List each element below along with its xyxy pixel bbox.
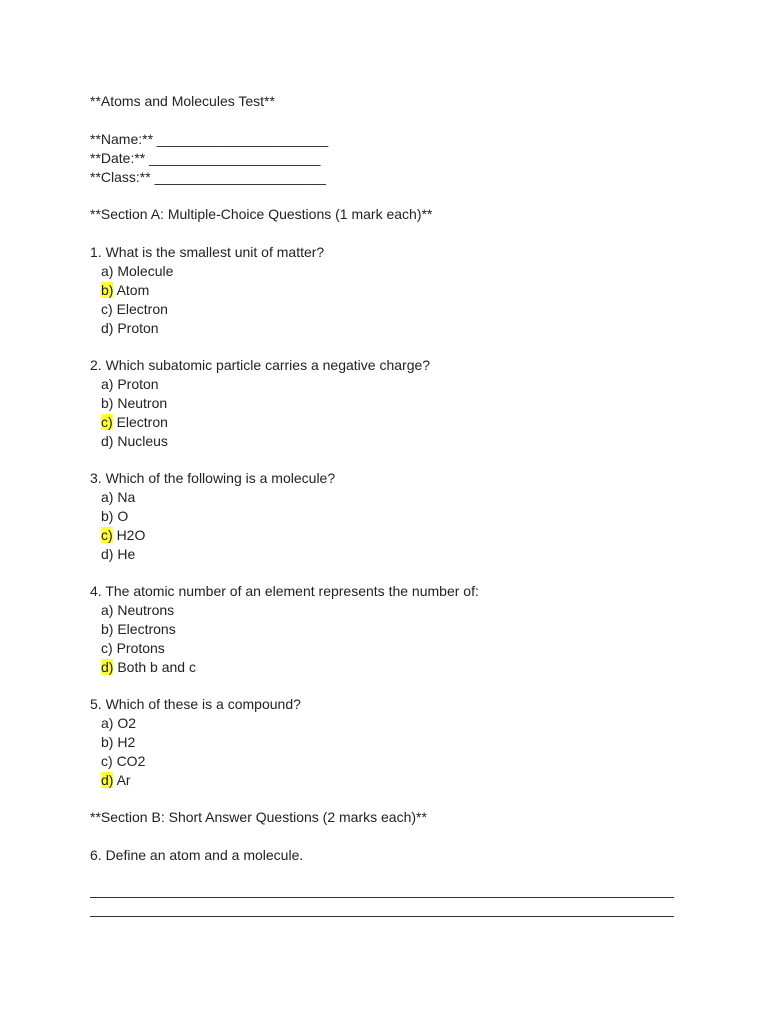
q2-option-b: b) Neutron [101, 395, 168, 411]
q1-option-b: b) Atom [101, 282, 150, 298]
q4-option-d: d) Both b and c [101, 659, 196, 675]
answer-highlight: c) [101, 527, 113, 543]
q1-option-d: d) Proton [101, 320, 159, 336]
q2-option-a: a) Proton [101, 376, 159, 392]
answer-line [90, 897, 674, 898]
test-title: **Atoms and Molecules Test** [90, 93, 275, 109]
date-field [90, 149, 320, 167]
question-5: 5. Which of these is a compound? [90, 696, 301, 712]
question-4: 4. The atomic number of an element represents the number of: [90, 583, 479, 599]
class-blank: ______________________ [154, 169, 326, 185]
q3-option-c: c) H2O [101, 527, 146, 543]
q3-option-d: d) He [101, 546, 136, 562]
date-blank: ______________________ [149, 150, 321, 166]
q4-option-a: a) Neutrons [101, 602, 175, 618]
answer-highlight: d) [101, 659, 114, 675]
q3-option-a: a) Na [101, 489, 136, 505]
q1-option-c: c) Electron [101, 301, 168, 317]
section-a-heading: **Section A: Multiple-Choice Questions (1 mark each)** [90, 206, 433, 222]
answer-highlight: b) [101, 282, 114, 298]
date-label: **Date:** [90, 150, 146, 166]
question-3: 3. Which of the following is a molecule? [90, 470, 336, 486]
q5-option-c: c) CO2 [101, 753, 146, 769]
question-2: 2. Which subatomic particle carries a negative charge? [90, 357, 431, 373]
q1-option-a: a) Molecule [101, 263, 174, 279]
q5-option-a: a) O2 [101, 715, 137, 731]
section-b-heading: **Section B: Short Answer Questions (2 marks each)** [90, 809, 427, 825]
question-1: 1. What is the smallest unit of matter? [90, 244, 325, 260]
name-blank: ______________________ [156, 131, 329, 147]
q3-option-b: b) O [101, 508, 129, 524]
q2-option-d: d) Nucleus [101, 433, 168, 449]
name-field [90, 130, 328, 148]
q2-option-c: c) Electron [101, 414, 168, 430]
name-label: **Name:** [90, 131, 154, 147]
answer-line [90, 916, 674, 917]
class-field [90, 168, 326, 186]
q5-option-d: d) Ar [101, 772, 131, 788]
q4-option-b: b) Electrons [101, 621, 176, 637]
question-6: 6. Define an atom and a molecule. [90, 847, 304, 863]
answer-highlight: c) [101, 414, 113, 430]
q4-option-c: c) Protons [101, 640, 165, 656]
class-label: **Class:** [90, 169, 151, 185]
answer-highlight: d) [101, 772, 114, 788]
q5-option-b: b) H2 [101, 734, 136, 750]
